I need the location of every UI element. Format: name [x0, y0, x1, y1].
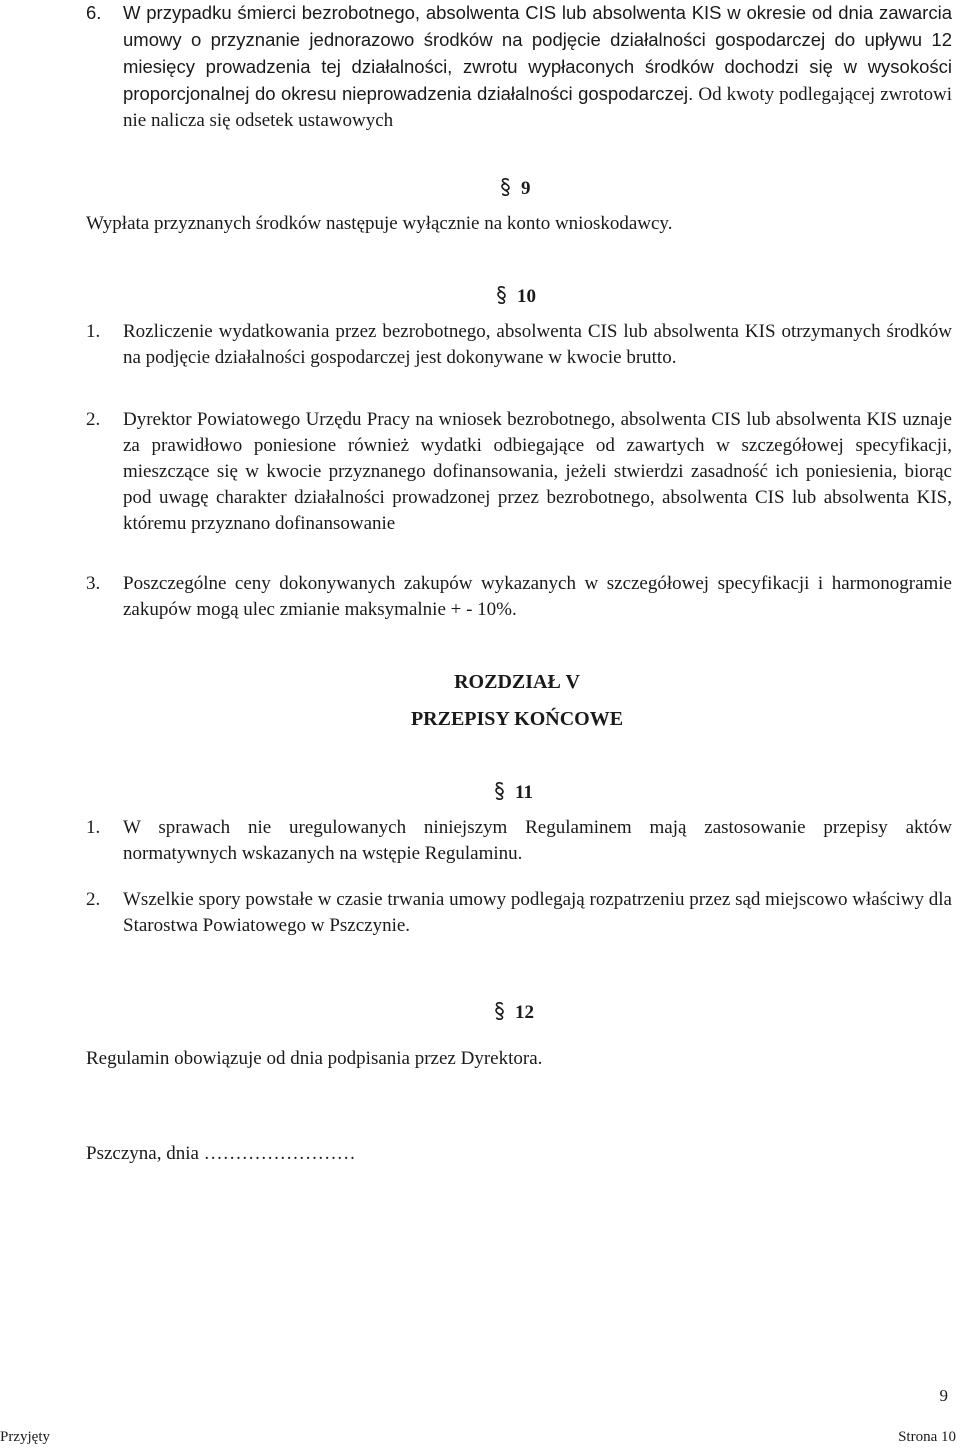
- chapter-title: ROZDZIAŁ V: [454, 671, 580, 693]
- page-number: 9: [939, 1386, 948, 1405]
- section-10-item-1: [86, 319, 952, 371]
- section-number: 11: [515, 782, 533, 803]
- paragraph-sign-icon: [494, 1001, 505, 1021]
- list-number: 1.: [86, 321, 101, 342]
- footer-left: Przyjęty: [0, 1429, 50, 1445]
- list-text: Poszczególne ceny dokonywanych zakupów wykazanych w szczegółowej specyfikacji i harmonogramie zakupów mogą ulec zmianie maksymalnie + - 10%.: [123, 573, 952, 620]
- section-11-marker: [494, 780, 533, 806]
- list-number: 3.: [86, 573, 101, 594]
- section-10-item-2: [86, 407, 952, 537]
- section-12-text: Regulamin obowiązuje od dnia podpisania przez Dyrektora.: [86, 1048, 543, 1069]
- section-9-marker: [500, 176, 531, 202]
- chapter-subtitle: PRZEPISY KOŃCOWE: [410, 708, 624, 730]
- paragraph-sign-icon: [494, 781, 505, 801]
- section-11-item-2: [86, 887, 952, 939]
- list-number: 1.: [86, 817, 101, 838]
- section-number: 10: [517, 286, 536, 307]
- list-text-tail: Od kwoty podlegającej zwrotowi nie nalicza się odsetek ustawowych: [123, 84, 953, 131]
- section-number: 12: [515, 1002, 534, 1023]
- section-11-item-1: [86, 815, 952, 867]
- section-9-text: Wypłata przyznanych środków następuje wyłącznie na konto wnioskodawcy.: [86, 213, 673, 234]
- section-12-marker: [494, 1000, 534, 1026]
- footer-right: Strona 10: [898, 1429, 956, 1445]
- section-number: 9: [521, 178, 531, 199]
- list-text: W sprawach nie uregulowanych niniejszym Regulaminem mają zastosowanie przepisy aktów normatywnych wskazanych na wstępie Regulaminu.: [123, 817, 952, 864]
- list-number: 2.: [86, 889, 101, 910]
- place-date-line: Pszczyna, dnia ……………………: [86, 1143, 356, 1164]
- section-10-item-3: [86, 571, 952, 623]
- paragraph-sign-icon: [496, 285, 507, 305]
- list-text: Rozliczenie wydatkowania przez bezrobotnego, absolwenta CIS lub absolwenta KIS otrzymanych środków na podjęcie działalności gospodarczej jest dokonywane w kwocie brutto.: [123, 321, 952, 368]
- paragraph-sign-icon: [500, 177, 511, 197]
- list-item-6: [86, 0, 952, 134]
- list-number: 6.: [86, 2, 102, 23]
- list-text: Wszelkie spory powstałe w czasie trwania umowy podlegają rozpatrzeniu przez sąd miejscowo właściwy dla Starostwa Powiatowego w Pszczynie.: [123, 889, 952, 936]
- list-text: W przypadku śmierci bezrobotnego, absolwenta CIS lub absolwenta KIS w okresie od dnia zawarcia umowy o przyznanie jednorazowo środków na podjęcie działalności gospodarczej do upływu 12 miesięcy prowadzenia tej działalności, zwrotu wypłaconych środków dochodzi się w wysokości proporcjonalnej do okresu nieprowadzenia działalności gospodarczej.: [123, 2, 952, 104]
- list-text: Dyrektor Powiatowego Urzędu Pracy na wniosek bezrobotnego, absolwenta CIS lub absolwenta KIS uznaje za prawidłowo poniesione również wydatki odbiegające od zawartych w szczegółowej specyfikacji, mieszczące się w kwocie przyznanego dofinansowania, jeżeli stwierdzi zasadność ich poniesienia, biorąc pod uwagę charakter działalności prowadzonej przez bezrobotnego, absolwenta CIS lub absolwenta KIS, któremu przyznano dofinansowanie: [123, 409, 952, 534]
- list-number: 2.: [86, 409, 101, 430]
- section-10-marker: [496, 284, 536, 310]
